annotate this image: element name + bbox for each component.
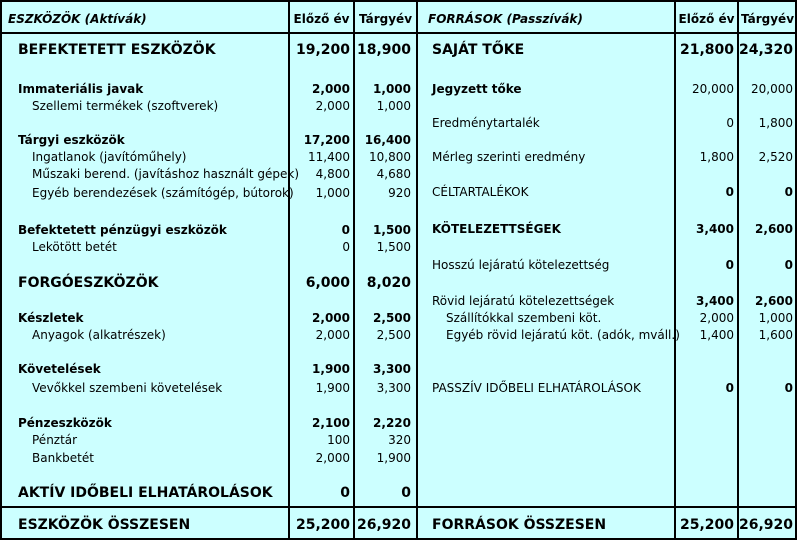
current-year-value: 0 <box>784 381 793 395</box>
current-year-value: 1,000 <box>373 82 411 96</box>
row-label: Készletek <box>18 311 84 325</box>
prev-year-value: 100 <box>327 433 350 447</box>
prev-year-value: 19,200 <box>295 42 350 58</box>
prev-year-value: 2,000 <box>312 311 350 325</box>
row-label: Pénzeszközök <box>18 416 112 430</box>
current-year-value: 3,300 <box>373 362 411 376</box>
prev-year-value: 0 <box>342 240 350 254</box>
liabilities-total-prev: 25,200 <box>679 517 734 533</box>
balance-row <box>2 431 416 449</box>
balance-row <box>418 379 795 397</box>
current-year-value: 920 <box>388 186 411 200</box>
balance-row <box>418 114 795 132</box>
row-label: Lekötött betét <box>32 240 117 254</box>
prev-year-value: 2,100 <box>312 416 350 430</box>
balance-row <box>2 131 416 149</box>
current-year-value: 8,020 <box>366 275 411 291</box>
balance-row <box>418 256 795 274</box>
prev-year-value: 1,800 <box>699 150 734 164</box>
liabilities-total-label: FORRÁSOK ÖSSZESEN <box>432 517 607 533</box>
prev-year-value: 0 <box>725 185 734 199</box>
header-divider <box>2 32 416 34</box>
balance-row <box>418 148 795 166</box>
row-label: Mérleg szerinti eredmény <box>432 150 586 164</box>
current-year-value: 1,600 <box>758 328 793 342</box>
liabilities-panel <box>418 2 795 538</box>
header-divider <box>418 32 795 34</box>
liabilities-header <box>418 10 795 28</box>
balance-row <box>2 274 416 294</box>
prev-year-value: 4,800 <box>315 167 350 181</box>
current-year-value: 2,500 <box>373 311 411 325</box>
current-year-value: 0 <box>401 485 411 501</box>
prev-year-value: 2,000 <box>315 99 350 113</box>
total-divider <box>418 506 795 508</box>
balance-row <box>2 80 416 98</box>
balance-row <box>418 326 795 344</box>
prev-year-value: 3,400 <box>696 294 734 308</box>
prev-year-value: 1,900 <box>315 381 350 395</box>
prev-year-value: 2,000 <box>315 328 350 342</box>
row-label: Rövid lejáratú kötelezettségek <box>432 294 615 308</box>
current-year-value: 0 <box>784 258 793 272</box>
row-label: Bankbetét <box>32 451 94 465</box>
current-year-value: 2,520 <box>758 150 793 164</box>
row-label: CÉLTARTALÉKOK <box>432 185 529 199</box>
balance-row <box>418 292 795 310</box>
assets-header <box>2 10 416 28</box>
row-label: Pénztár <box>32 433 78 447</box>
prev-year-header: Előző év <box>293 12 350 26</box>
prev-year-value: 0 <box>725 258 734 272</box>
prev-year-value: 0 <box>726 116 734 130</box>
row-label: Egyéb rövid lejáratú köt. (adók, mváll.) <box>446 328 680 342</box>
row-label: AKTÍV IDŐBELI ELHATÁROLÁSOK <box>18 485 273 501</box>
current-year-value: 1,800 <box>758 116 793 130</box>
balance-row <box>2 221 416 239</box>
current-year-header: Tárgyév <box>740 12 795 26</box>
balance-row <box>2 97 416 115</box>
current-year-value: 1,000 <box>758 311 793 325</box>
current-year-value: 2,600 <box>755 294 793 308</box>
row-label: Követelések <box>18 362 101 376</box>
balance-row <box>2 148 416 166</box>
liabilities-total-current: 26,920 <box>739 517 794 533</box>
balance-row <box>418 80 795 98</box>
prev-year-value: 21,800 <box>679 42 734 58</box>
balance-row <box>418 309 795 327</box>
prev-year-value: 11,400 <box>308 150 350 164</box>
row-label: Anyagok (alkatrészek) <box>32 328 166 342</box>
row-label: Jegyzett tőke <box>432 82 522 96</box>
prev-year-value: 1,000 <box>315 186 350 200</box>
liabilities-total-row <box>418 516 795 534</box>
prev-year-header: Előző év <box>678 12 735 26</box>
row-label: BEFEKTETETT ESZKÖZÖK <box>18 42 216 58</box>
current-year-value: 3,300 <box>376 381 411 395</box>
balance-row <box>2 484 416 504</box>
prev-year-value: 20,000 <box>692 82 734 96</box>
prev-year-value: 2,000 <box>699 311 734 325</box>
balance-row <box>2 379 416 397</box>
row-label: FORGÓESZKÖZÖK <box>18 275 159 291</box>
row-label: Tárgyi eszközök <box>18 133 125 147</box>
current-year-value: 18,900 <box>356 42 411 58</box>
assets-total-current: 26,920 <box>356 517 411 533</box>
current-year-value: 1,000 <box>376 99 411 113</box>
prev-year-value: 1,900 <box>312 362 350 376</box>
current-year-value: 16,400 <box>364 133 411 147</box>
prev-year-value: 0 <box>341 223 350 237</box>
current-year-value: 24,320 <box>739 42 794 58</box>
current-year-value: 1,500 <box>376 240 411 254</box>
current-year-value: 4,680 <box>376 167 411 181</box>
row-label: KÖTELEZETTSÉGEK <box>432 222 561 236</box>
row-label: SAJÁT TŐKE <box>432 42 525 58</box>
balance-row <box>2 326 416 344</box>
balance-row <box>2 414 416 432</box>
total-divider <box>2 506 416 508</box>
row-label: Immateriális javak <box>18 82 144 96</box>
assets-panel <box>2 2 416 538</box>
liabilities-title: FORRÁSOK (Passzívák) <box>428 12 583 26</box>
balance-row <box>2 165 416 183</box>
balance-row <box>418 41 795 61</box>
prev-year-value: 3,400 <box>696 222 734 236</box>
prev-year-value: 1,400 <box>699 328 734 342</box>
balance-row <box>2 184 416 202</box>
current-year-value: 20,000 <box>751 82 793 96</box>
balance-row <box>2 238 416 256</box>
current-year-value: 2,500 <box>376 328 411 342</box>
row-label: Egyéb berendezések (számítógép, bútorok) <box>32 186 294 200</box>
current-year-value: 2,220 <box>373 416 411 430</box>
assets-total-prev: 25,200 <box>295 517 350 533</box>
assets-total-row <box>2 516 416 534</box>
row-label: Befektetett pénzügyi eszközök <box>18 223 227 237</box>
current-year-value: 320 <box>388 433 411 447</box>
row-label: Szellemi termékek (szoftverek) <box>32 99 219 113</box>
balance-row <box>418 220 795 238</box>
prev-year-value: 2,000 <box>315 451 350 465</box>
row-label: Ingatlanok (javítóműhely) <box>32 150 187 164</box>
current-year-value: 1,500 <box>373 223 411 237</box>
prev-year-value: 0 <box>340 485 350 501</box>
balance-row <box>2 360 416 378</box>
row-label: Műszaki berend. (javításhoz használt gépek) <box>32 167 299 181</box>
balance-row <box>2 309 416 327</box>
row-label: PASSZÍV IDŐBELI ELHATÁROLÁSOK <box>432 381 641 395</box>
row-label: Szállítókkal szembeni köt. <box>446 311 602 325</box>
row-label: Hosszú lejáratú kötelezettség <box>432 258 610 272</box>
assets-total-label: ESZKÖZÖK ÖSSZESEN <box>18 517 191 533</box>
prev-year-value: 17,200 <box>303 133 350 147</box>
current-year-value: 0 <box>784 185 793 199</box>
prev-year-value: 6,000 <box>305 275 350 291</box>
row-label: Eredménytartalék <box>432 116 540 130</box>
balance-row <box>418 183 795 201</box>
current-year-header: Tárgyév <box>358 12 413 26</box>
current-year-value: 1,900 <box>376 451 411 465</box>
assets-title: ESZKÖZÖK (Aktívák) <box>8 12 147 26</box>
current-year-value: 10,800 <box>369 150 411 164</box>
current-year-value: 2,600 <box>755 222 793 236</box>
balance-row <box>2 41 416 61</box>
prev-year-value: 2,000 <box>312 82 350 96</box>
balance-row <box>2 449 416 467</box>
prev-year-value: 0 <box>725 381 734 395</box>
row-label: Vevőkkel szembeni követelések <box>32 381 223 395</box>
